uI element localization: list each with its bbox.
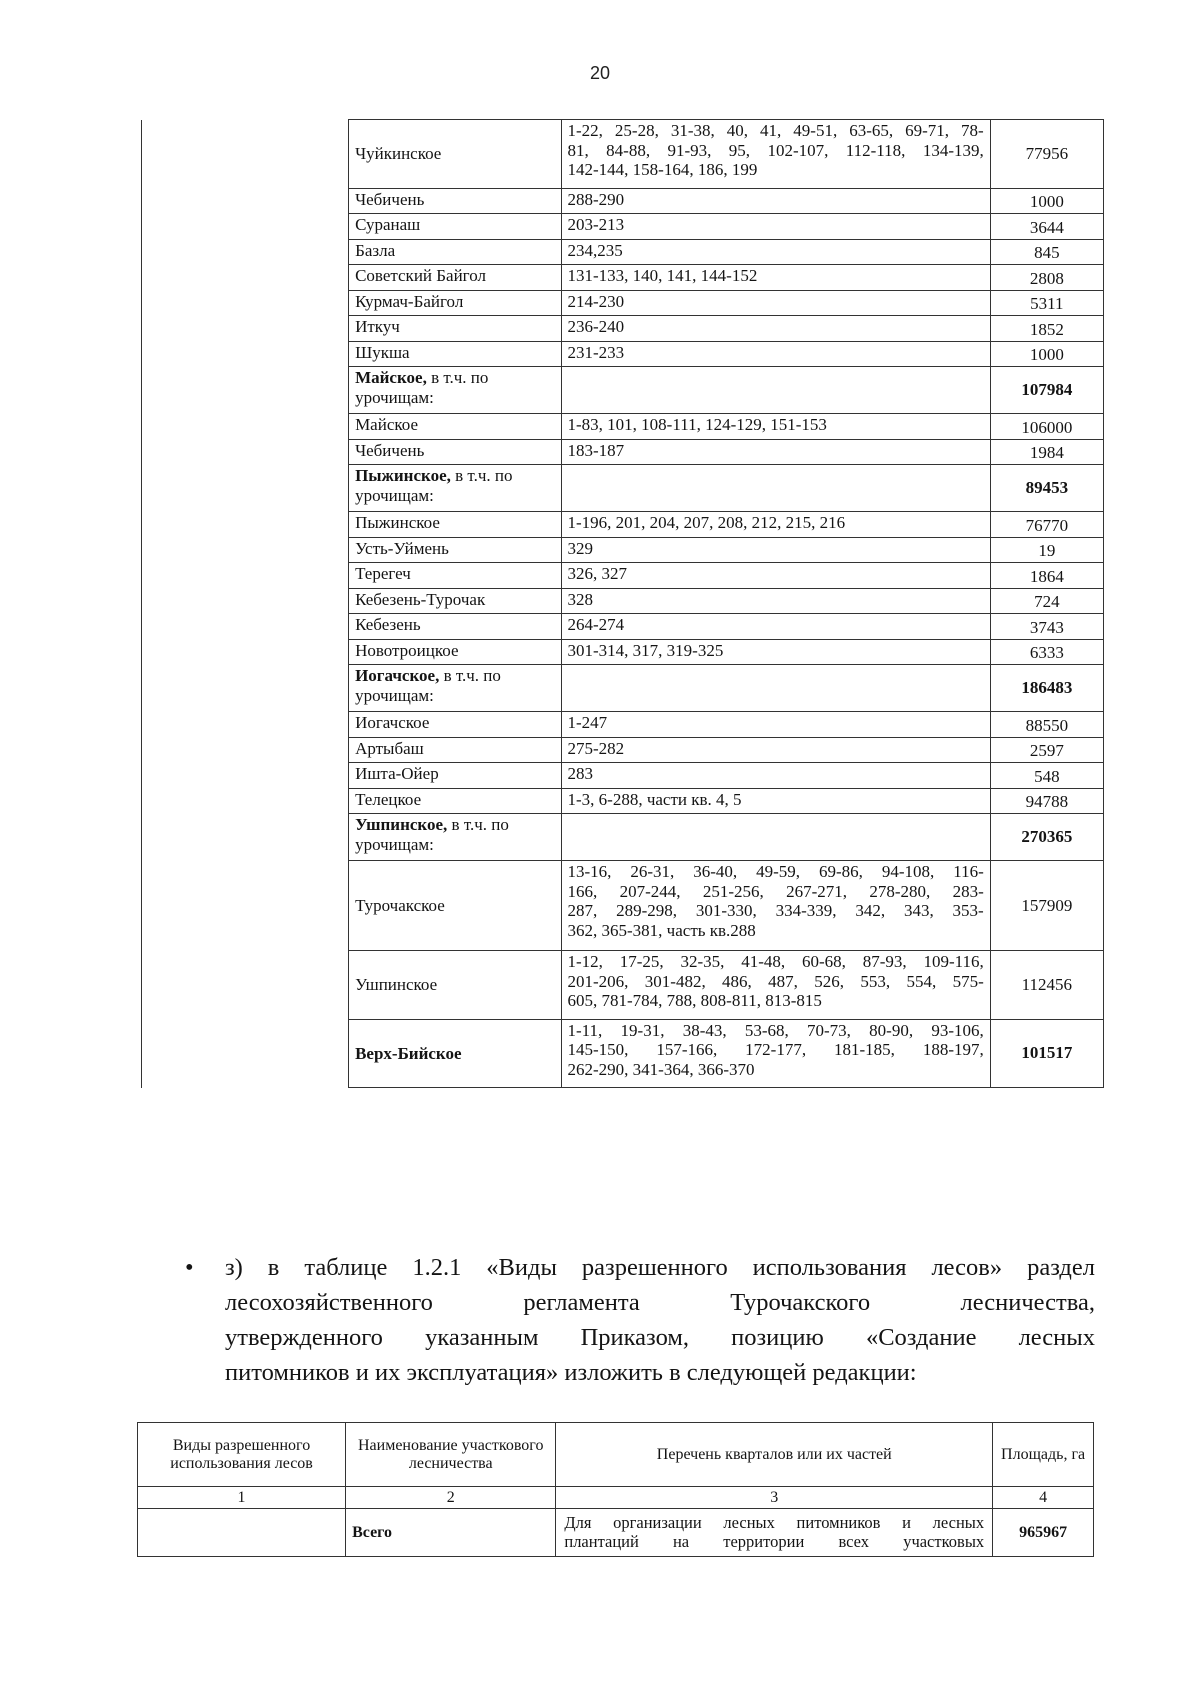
quarters-line: 1-11, 19-31, 38-43, 53-68, 70-73, 80-90, 93-106,	[567, 1020, 984, 1040]
area-value: 548	[990, 763, 1103, 789]
area-value: 1000	[990, 188, 1103, 214]
district-name-text: Новотроицкое	[355, 640, 459, 660]
area-value: 6333	[990, 639, 1103, 665]
district-name-text: Майское	[355, 415, 419, 434]
district-name-text: Турочакское	[355, 896, 445, 916]
quarters-list	[561, 120, 990, 189]
district-name	[349, 951, 561, 1020]
district-name	[349, 316, 561, 342]
district-name-text: Чебичень	[355, 440, 425, 460]
quarters-line: 288-290	[567, 189, 625, 209]
area-value: 157909	[990, 861, 1103, 951]
quarters-line: 183-187	[567, 440, 625, 460]
paragraph-line: питомников и их эксплуатация» изложить в следующей редакции:	[225, 1359, 917, 1386]
column-number-row	[138, 1487, 1094, 1509]
district-name	[349, 239, 561, 265]
quarters-list	[561, 290, 990, 316]
column-number: 2	[346, 1487, 556, 1509]
district-name-text: Артыбаш	[355, 738, 424, 758]
header-quarters-list: Перечень кварталов или их частей	[556, 1423, 993, 1487]
quarters-list	[561, 316, 990, 342]
quarters-line: 326, 327	[567, 564, 628, 583]
quarters-line: 301-314, 317, 319-325	[567, 640, 724, 660]
district-name-text: Советский Байгол	[355, 266, 486, 285]
area-value: 2597	[990, 737, 1103, 763]
quarters-list	[561, 788, 990, 814]
district-name-text: Чуйкинское	[355, 144, 442, 164]
total-label: Всего	[346, 1509, 556, 1557]
quarters-line: 283	[567, 764, 594, 783]
quarters-line: 262-290, 341-364, 366-370	[567, 1059, 755, 1079]
quarters-line: 328	[567, 589, 594, 609]
area-value: 112456	[990, 951, 1103, 1020]
district-name-suffix: в т.ч. по урочищам:	[355, 466, 513, 505]
quarters-list	[561, 763, 990, 789]
column-number: 3	[556, 1487, 993, 1509]
description-line: Для организации лесных питомников и лесных	[564, 1512, 985, 1532]
forest-quarters-table	[141, 119, 1104, 1088]
area-value: 19	[990, 537, 1103, 563]
quarters-line: 1-22, 25-28, 31-38, 40, 41, 49-51, 63-65, 69-71, 78-	[567, 121, 984, 140]
district-name	[349, 465, 561, 512]
quarters-line: 166, 207-244, 251-256, 267-271, 278-280, 283-	[567, 881, 984, 901]
district-name	[349, 367, 561, 414]
total-area: 965967	[993, 1509, 1094, 1557]
quarters-list	[561, 512, 990, 538]
header-permitted-use: Виды разрешенного использования лесов	[138, 1423, 346, 1487]
district-name-text: Майское,	[355, 368, 427, 387]
district-name-text: Чебичень	[355, 189, 425, 209]
quarters-line: 287, 289-298, 301-330, 334-339, 342, 343, 353-	[567, 901, 984, 921]
quarters-list	[561, 537, 990, 563]
quarters-list	[561, 367, 990, 414]
quarters-line: 1-196, 201, 204, 207, 208, 212, 215, 216	[567, 513, 846, 532]
area-value: 186483	[990, 665, 1103, 712]
district-name-text: Телецкое	[355, 789, 422, 809]
district-name-suffix: в т.ч. по урочищам:	[355, 368, 489, 407]
quarters-list	[561, 188, 990, 214]
district-name-text: Усть-Уймень	[355, 538, 449, 558]
quarters-line: 236-240	[567, 317, 625, 336]
quarters-line: 1-12, 17-25, 32-35, 41-48, 60-68, 87-93, 109-116,	[567, 952, 984, 971]
quarters-list	[561, 814, 990, 861]
district-name	[349, 861, 561, 951]
area-value: 1000	[990, 341, 1103, 367]
area-value: 3743	[990, 614, 1103, 640]
district-name-text: Кебезень	[355, 615, 421, 634]
paragraph-line: утвержденного указанным Приказом, позицию «Создание лесных	[225, 1324, 1095, 1351]
description-line: плантаций на территории всех участковых	[564, 1531, 985, 1551]
quarters-list	[561, 614, 990, 640]
area-value: 2808	[990, 265, 1103, 291]
district-name-text: Терегеч	[355, 564, 411, 583]
quarters-list	[561, 563, 990, 589]
quarters-list	[561, 712, 990, 738]
quarters-list	[561, 439, 990, 465]
bullet-point: •	[185, 1254, 194, 1281]
district-name	[349, 614, 561, 640]
quarters-line: 13-16, 26-31, 36-40, 49-59, 69-86, 94-108, 116-	[567, 862, 984, 881]
quarters-line: 234,235	[567, 240, 623, 260]
district-name-text: Суранаш	[355, 215, 421, 234]
district-name	[349, 290, 561, 316]
area-value: 88550	[990, 712, 1103, 738]
quarters-list	[561, 214, 990, 240]
district-name	[349, 214, 561, 240]
permitted-use-cell	[138, 1509, 346, 1557]
quarters-line: 1-83, 101, 108-111, 124-129, 151-153	[567, 415, 827, 434]
district-name-text: Базла	[355, 240, 396, 260]
district-name-text: Пыжинское	[355, 513, 440, 532]
area-value: 724	[990, 588, 1103, 614]
area-value: 77956	[990, 120, 1103, 189]
quarters-line: 131-133, 140, 141, 144-152	[567, 266, 758, 285]
district-name	[349, 814, 561, 861]
table-row	[142, 120, 1104, 189]
quarters-line: 329	[567, 538, 594, 558]
quarters-line: 201-206, 301-482, 486, 487, 526, 553, 554, 575-	[567, 971, 984, 991]
district-name	[349, 188, 561, 214]
district-name	[349, 265, 561, 291]
district-name	[349, 588, 561, 614]
district-name-text: Ушпинское,	[355, 815, 448, 834]
quarters-line: 142-144, 158-164, 186, 199	[567, 160, 758, 180]
quarters-list	[561, 341, 990, 367]
district-name	[349, 439, 561, 465]
forest-quarters-table-body	[142, 120, 1104, 1088]
district-name	[349, 341, 561, 367]
continuation-column	[142, 120, 349, 1088]
area-value: 1852	[990, 316, 1103, 342]
area-value: 1864	[990, 563, 1103, 589]
quarters-line: 203-213	[567, 215, 625, 234]
quarters-description	[556, 1509, 993, 1557]
quarters-list	[561, 239, 990, 265]
quarters-line: 231-233	[567, 342, 625, 362]
quarters-line: 275-282	[567, 738, 625, 758]
permitted-use-table	[137, 1422, 1094, 1557]
area-value: 101517	[990, 1019, 1103, 1088]
district-name-text: Шукша	[355, 342, 410, 362]
quarters-line: 1-247	[567, 713, 608, 732]
page-number: 20	[589, 63, 611, 83]
district-name-text: Иткуч	[355, 317, 400, 336]
quarters-list	[561, 1019, 990, 1088]
quarters-list	[561, 414, 990, 440]
quarters-list	[561, 951, 990, 1020]
quarters-line: 81, 84-88, 91-93, 95, 102-107, 112-118, 134-139,	[567, 140, 984, 160]
district-name	[349, 665, 561, 712]
total-row	[138, 1509, 1094, 1557]
area-value: 106000	[990, 414, 1103, 440]
area-value: 89453	[990, 465, 1103, 512]
district-name-text: Пыжинское,	[355, 466, 451, 485]
area-value: 107984	[990, 367, 1103, 414]
header-area: Площадь, га	[993, 1423, 1094, 1487]
district-name-text: Ушпинское	[355, 975, 438, 995]
quarters-line: 214-230	[567, 291, 625, 311]
paragraph-line: з) в таблице 1.2.1 «Виды разрешенного использования лесов» раздел	[225, 1254, 1095, 1281]
district-name	[349, 563, 561, 589]
quarters-list	[561, 737, 990, 763]
quarters-line: 1-3, 6-288, части кв. 4, 5	[567, 789, 742, 809]
district-name-text: Ишта-Ойер	[355, 764, 439, 783]
area-value: 1984	[990, 439, 1103, 465]
quarters-list	[561, 465, 990, 512]
quarters-line: 264-274	[567, 615, 625, 634]
area-value: 5311	[990, 290, 1103, 316]
quarters-list	[561, 265, 990, 291]
area-value: 94788	[990, 788, 1103, 814]
district-name-text: Курмач-Байгол	[355, 291, 464, 311]
district-name	[349, 639, 561, 665]
district-name	[349, 537, 561, 563]
district-name-suffix: в т.ч. по урочищам:	[355, 815, 509, 854]
quarters-list	[561, 665, 990, 712]
district-name	[349, 120, 561, 189]
district-name-text: Кебезень-Турочак	[355, 589, 486, 609]
district-name-text: Иогачское	[355, 713, 430, 732]
district-name	[349, 712, 561, 738]
area-value: 270365	[990, 814, 1103, 861]
quarters-list	[561, 588, 990, 614]
district-name	[349, 737, 561, 763]
quarters-line: 145-150, 157-166, 172-177, 181-185, 188-197,	[567, 1040, 984, 1060]
column-number: 1	[138, 1487, 346, 1509]
district-name	[349, 788, 561, 814]
header-district-name: Наименование участкового лесничества	[346, 1423, 556, 1487]
paragraph-line: лесохозяйственного регламента Турочакского лесничества,	[225, 1289, 1095, 1316]
district-name	[349, 512, 561, 538]
district-name-suffix: в т.ч. по урочищам:	[355, 666, 501, 705]
area-value: 76770	[990, 512, 1103, 538]
district-name-text: Иогачское,	[355, 666, 440, 685]
quarters-line: 362, 365-381, часть кв.288	[567, 920, 756, 940]
area-value: 845	[990, 239, 1103, 265]
amendment-text	[225, 1250, 1095, 1390]
column-number: 4	[993, 1487, 1094, 1509]
district-name	[349, 1019, 561, 1088]
quarters-list	[561, 861, 990, 951]
district-name	[349, 414, 561, 440]
district-name-text: Верх-Бийское	[355, 1043, 462, 1063]
quarters-list	[561, 639, 990, 665]
district-name	[349, 763, 561, 789]
area-value: 3644	[990, 214, 1103, 240]
quarters-line: 605, 781-784, 788, 808-811, 813-815	[567, 991, 822, 1011]
header-row	[138, 1423, 1094, 1487]
